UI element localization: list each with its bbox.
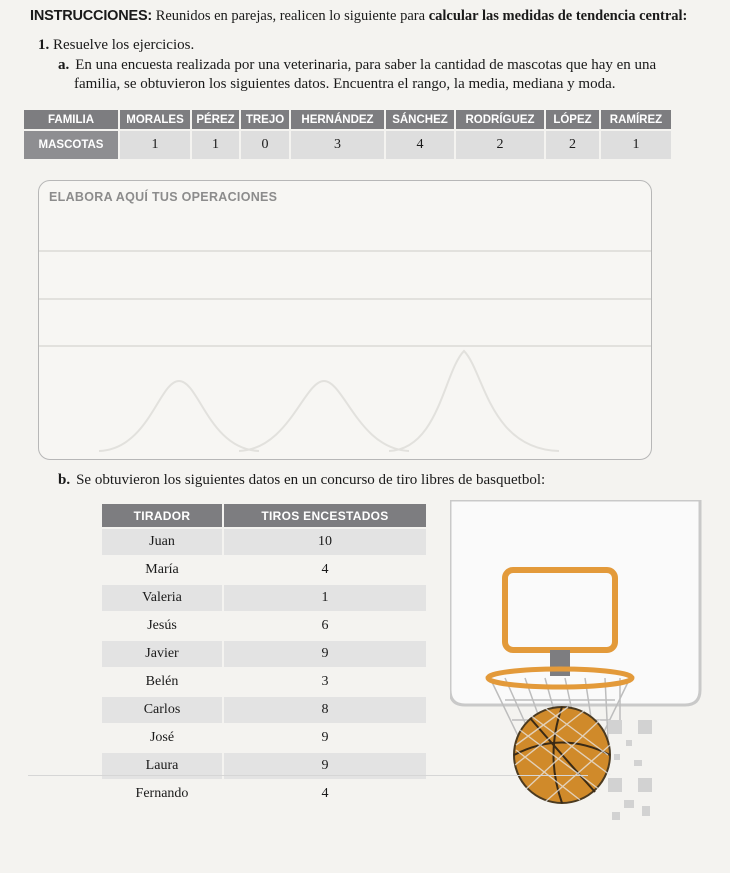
operations-box-title: ELABORA AQUÍ TUS OPERACIONES [49,190,278,204]
pets-value: 2 [546,131,599,159]
family-name: PÉREZ [192,110,239,129]
shooter-name: Jesús [102,613,224,639]
footer-divider [28,775,588,776]
instructions [30,8,720,25]
item-a-letter: a. [58,57,70,73]
shooter-name: Javier [102,641,224,667]
item-b [58,472,545,489]
shots-value: 9 [224,725,426,751]
shooter-name: Laura [102,753,224,779]
table-row [102,613,426,639]
table-row [102,697,426,723]
pets-table-values-row [24,131,671,159]
pets-header: MASCOTAS [24,131,118,159]
pets-value: 1 [601,131,671,159]
shots-value: 9 [224,641,426,667]
pets-value: 0 [241,131,289,159]
instructions-bold-text: calcular las medidas de tendencia central: [428,8,688,24]
item-1-text: Resuelve los ejercicios. [53,37,195,53]
item-b-text: Se obtuvieron los siguientes datos en un concurso de tiro libres de basquetbol: [76,472,546,488]
shots-header: TIROS ENCESTADOS [224,504,426,527]
rim-bracket [550,650,570,676]
pets-table [22,108,673,161]
table-row [102,641,426,667]
item-1-number: 1. [38,37,50,53]
table-row [102,529,426,555]
instructions-text: Reunidos en parejas, realicen lo siguiente para [155,8,426,24]
item-1 [38,37,194,54]
shooter-name: Valeria [102,585,224,611]
shots-value: 8 [224,697,426,723]
qr-code-icon [608,720,658,830]
table-row [102,669,426,695]
shots-table-header-row [102,504,426,527]
shooter-name: Fernando [102,781,224,807]
pets-table-header-row [24,110,671,129]
pets-value: 1 [120,131,190,159]
item-b-letter: b. [58,472,71,488]
pets-value: 3 [291,131,384,159]
shooter-name: Belén [102,669,224,695]
table-row [102,781,426,807]
family-header: FAMILIA [24,110,118,129]
item-a [58,56,698,94]
item-a-line1: En una encuesta realizada por una veterinaria, para saber la cantidad de mascotas que hay en una [75,57,657,73]
basketball-icon [514,707,610,803]
shots-value: 9 [224,753,426,779]
bell-curves-watermark [39,181,651,459]
shooter-name: Carlos [102,697,224,723]
family-name: RODRÍGUEZ [456,110,544,129]
shooter-header: TIRADOR [102,504,224,527]
family-name: LÓPEZ [546,110,599,129]
pets-value: 1 [192,131,239,159]
shots-value: 3 [224,669,426,695]
pets-value: 2 [456,131,544,159]
shots-value: 4 [224,557,426,583]
table-row [102,557,426,583]
shots-value: 6 [224,613,426,639]
shots-value: 10 [224,529,426,555]
backboard [450,500,700,705]
table-row [102,585,426,611]
shooter-name: María [102,557,224,583]
family-name: RAMÍREZ [601,110,671,129]
shots-table [102,502,426,809]
shots-value: 4 [224,781,426,807]
operations-box[interactable] [38,180,652,460]
table-row [102,725,426,751]
shots-value: 1 [224,585,426,611]
pets-value: 4 [386,131,454,159]
family-name: TREJO [241,110,289,129]
shooter-name: Juan [102,529,224,555]
instructions-label: INSTRUCCIONES: [30,8,153,24]
family-name: SÁNCHEZ [386,110,454,129]
family-name: MORALES [120,110,190,129]
basketball-hoop-illustration [450,500,725,820]
item-a-line2: familia, se obtuvieron los siguientes datos. Encuentra el rango, la media, mediana y moda. [74,76,616,92]
shooter-name: José [102,725,224,751]
family-name: HERNÁNDEZ [291,110,384,129]
